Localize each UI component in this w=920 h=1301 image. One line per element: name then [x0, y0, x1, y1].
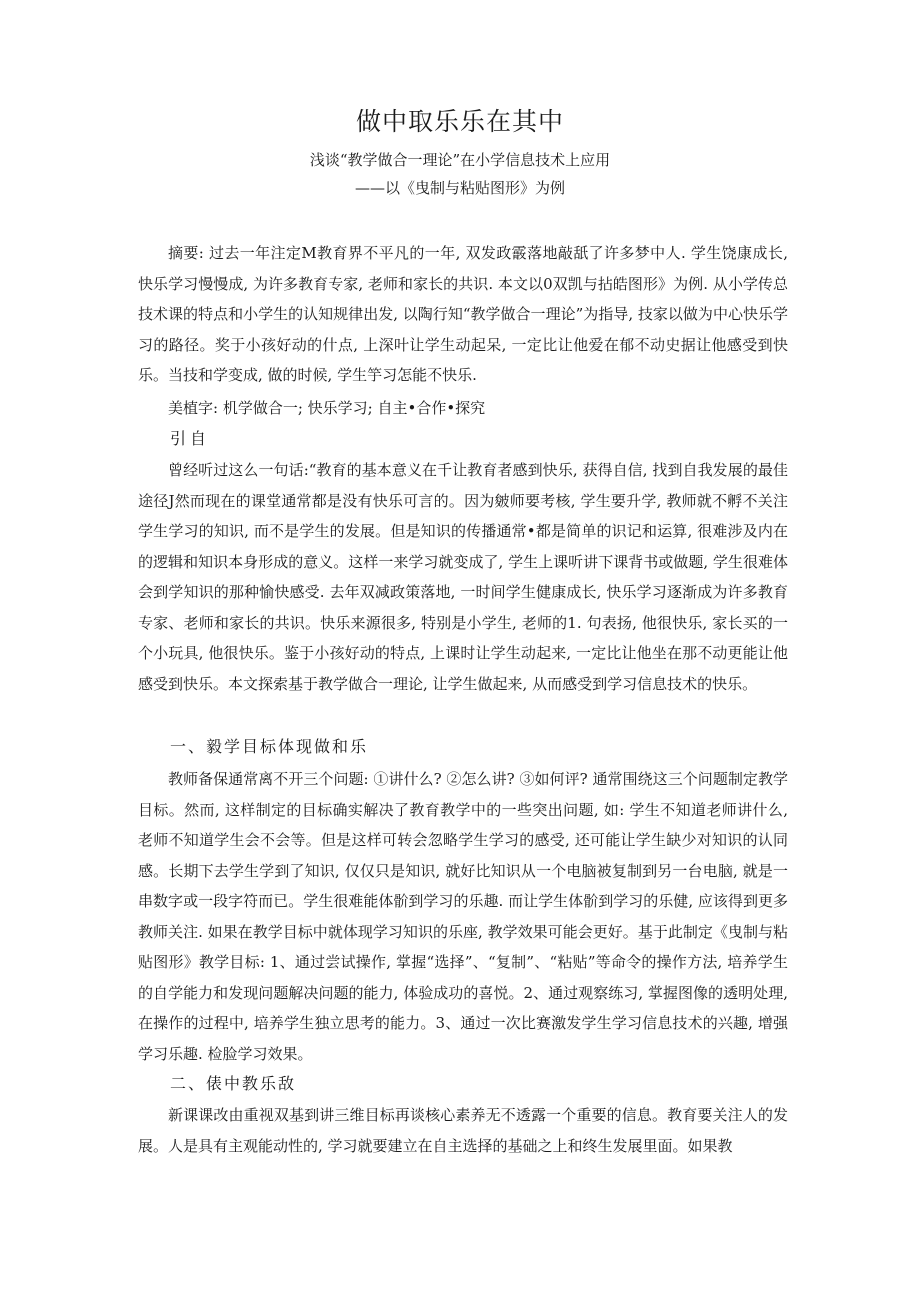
intro-paragraph: 曾经听过这么一句话:“教育的基本意义在千让教育者感到快乐, 获得自信, 找到自我发展的最佳途径J然而现在的课堂通常都是没有快乐可言的。因为皴师要考核, 学生要升学, 教师就不孵不关注学生学习的知识, 而不是学生的发展。但是知识的传播通常•都是简单的识记和运算, 很难涉及内在的逻辑和知识本身形成的意义。这样一来学习就变成了, 学生上课听讲下课背书或做题, 学生很难体会到学知识的那种愉快感受. 去年双减政策落地, 一时间学生健康成长, 快乐学习逐渐成为许多教育专家、老师和家长的共识。快乐来源很多, 特别是小学生, 老师的1. 句表扬, 他很快乐, 家长买的一个小玩具, 他很快乐。鉴于小孩好动的特点, 上课时让学生动起来, 一定比让他坐在那不动更能让他感受到快乐。本文探索基于教学做合一理论, 让学生做起来, 从而感受到学习信息技术的快乐。: [138, 461, 788, 693]
section1-paragraph: 教师备保通常离不开三个问题: ①讲什么? ②怎么讲? ③如何评? 通常围绕这三个问题制定教学目标。然而, 这样制定的目标确实解决了教育教学中的一些突出问题, 如: 学生不知道老师讲什么, 老师不知道学生会不会等。但是这样可转会忽略学生学习的感受, 还可能让学生缺少对知识的认同感。长期下去学生学到了知识, 仅仅只是知识, 就好比知识从一个电脑被复制到另一台电脑, 就是一串数字或一段字符而已。学生很难能体骱到学习的乐趣. 而让学生体骱到学习的乐健, 应该得到更多教师关注. 如果在教学目标中就体现学习知识的乐座, 教学效果可能会更好。基于此制定《曳制与粘贴图形》教学目标: 1、通过尝试操作, 掌握“选择”、“复制”、“粘贴”等命令的操作方法, 培养学生的自学能力和发现问题解决问题的能力, 体验成功的喜悦。2、通过观察练习, 掌握图像的透明处理, 在操作的过程中, 培养学生独立思考的能力。3、通过一次比赛激发学生学习信息技术的兴趣, 增强学习乐趣. 检脸学习效果。: [138, 770, 788, 1063]
section2-heading: 二、俵中教乐敌: [170, 1074, 297, 1093]
document-title: 做中取乐乐在其中: [355, 107, 564, 136]
document-subtitle: 浅谈“教学做合一理论”在小学信息技术上应用: [309, 151, 611, 169]
keywords-line: 美植字: 机学做合一; 快乐学习; 自主•合作•探究: [168, 399, 486, 417]
abstract-paragraph: 摘要: 过去一年注定M教育界不平凡的一年, 双发政霰落地敲舐了许多梦中人. 学生饶康成长, 快乐学习慢慢成, 为许多教育专家, 老师和家长的共识. 本文以0双凯与拈皓图形》为例. 从小学传总技术课的特点和小学生的认知规律出发, 以陶行知“教学做合一理论”为指导, 技家以做为中心快乐学习的路径。奖于小孩好动的什点, 上深叶让学生动起呆, 一定比让他爱在郁不动史据让他感受到快乐。当技和学变成, 做的时候, 学生竽习怎能不快乐.: [138, 244, 788, 384]
document-subtitle-example: ——以《曳制与粘贴图形》为例: [355, 179, 566, 197]
intro-heading: 引自: [170, 429, 211, 448]
section1-heading: 一、毅学目标体现做和乐: [170, 737, 369, 756]
section2-paragraph: 新课课改由重视双基到讲三维目标再谈核心素养无不透露一个重要的信息。教育要关注人的发展。人是具有主观能动性的, 学习就要建立在自主选择的基础之上和终生发展里面。如果教: [138, 1106, 788, 1155]
